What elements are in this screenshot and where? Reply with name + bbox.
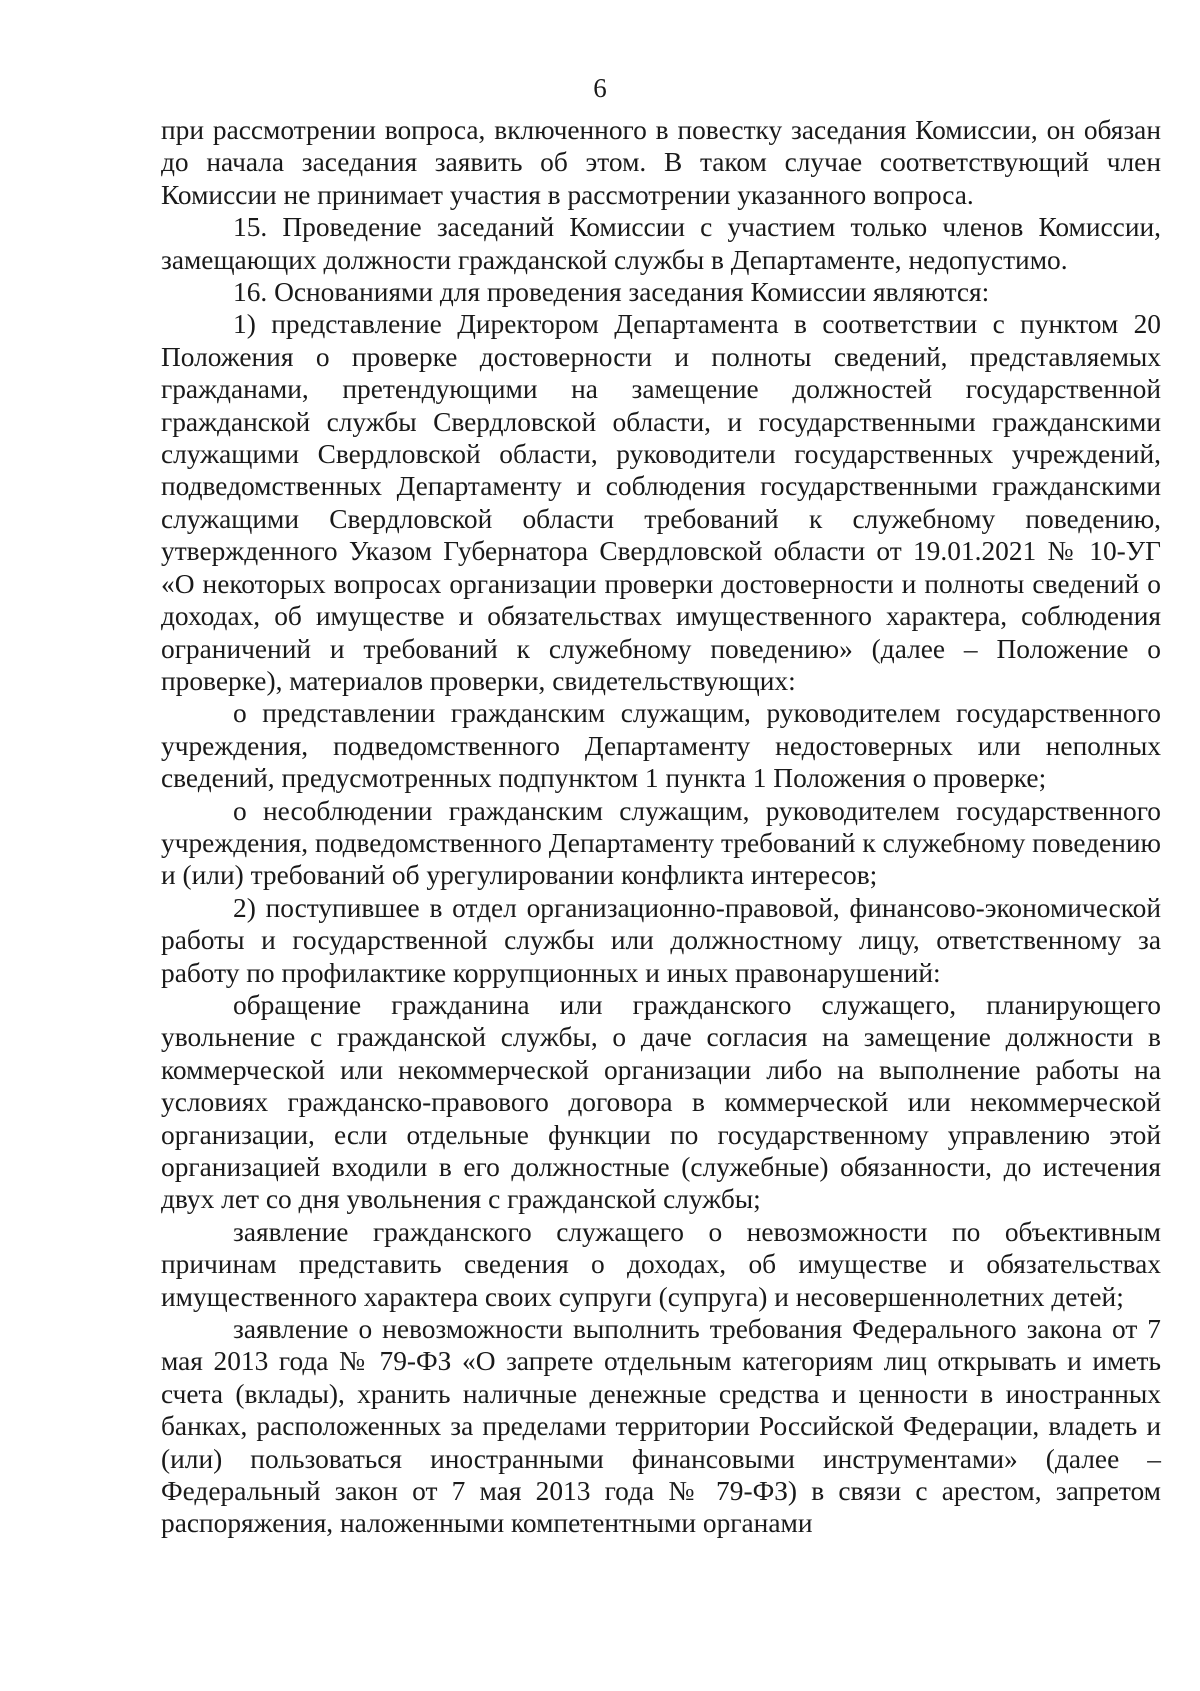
paragraph-noncompliance: о несоблюдении гражданским служащим, руководителем государственного учреждения, подведомственного Департаменту требований к служебному поведению и (или) требований об урегулировании конфликта интересов; — [161, 795, 1161, 891]
paragraph-continuation: при рассмотрении вопроса, включенного в повестку заседания Комиссии, он обязан до начала заседания заявить об этом. В таком случае соответствующий член Комиссии не принимает участия в рассмотрении указанного вопроса. — [161, 115, 1161, 210]
paragraph-false-information: о представлении гражданским служащим, руководителем государственного учреждения, подведомственного Департаменту недостоверных или неполных сведений, предусмотренных подпунктом 1 пункта 1 Положения о проверке; — [161, 698, 1161, 794]
paragraph-appeal: обращение гражданина или гражданского служащего, планирующего увольнение с гражданской службы, о даче согласия на замещение должности в коммерческой или некоммерческой организации либо на выполнение работы на условиях гражданско-правового договора в коммерческой или некоммерческой организации, если отдельные функции по государственному управлению этой организацией входили в его должностные (служебные) обязанности, до истечения двух лет со дня увольнения с гражданской службы; — [161, 989, 1161, 1215]
paragraph-item-16: 16. Основаниями для проведения заседания Комиссии являются: — [233, 277, 990, 308]
page-number: 6 — [593, 73, 607, 103]
paragraph-subitem-1: 1) представление Директором Департамента в соответствии с пунктом 20 Положения о проверке достоверности и полноты сведений, представляемых гражданами, претендующими на замещение должностей государственной гражданской службы Свердловской области, и государственными гражданскими служащими Свердловской области, руководители государственных учреждений, подведомственных Департаменту и соблюдения государственными гражданскими служащими Свердловской области требований к служебному поведению, утвержденного Указом Губернатора Свердловской области от 19.01.2021 № 10-УГ «О некоторых вопросах организации проверки достоверности и полноты сведений о доходах, об имуществе и обязательствах имущественного характера, соблюдения ограничений и требований к служебному поведению» (далее – Положение о проверке), материалов проверки, свидетельствующих: — [161, 309, 1161, 696]
paragraph-item-15: 15. Проведение заседаний Комиссии с участием только членов Комиссии, замещающих должности гражданской службы в Департаменте, недопустимо. — [161, 212, 1161, 275]
document-body — [161, 114, 1161, 1540]
paragraph-statement-federal-law: заявление о невозможности выполнить требования Федерального закона от 7 мая 2013 года № 79-ФЗ «О запрете отдельным категориям лиц открывать и иметь счета (вклады), хранить наличные денежные средства и ценности в иностранных банках, расположенных за пределами территории Российской Федерации, владеть и (или) пользоваться иностранными финансовыми инструментами» (далее – Федеральный закон от 7 мая 2013 года № 79-ФЗ) в связи с арестом, запретом распоряжения, наложенными компетентными органами — [161, 1314, 1161, 1539]
paragraph-statement-income: заявление гражданского служащего о невозможности по объективным причинам представить сведения о доходах, об имуществе и обязательствах имущественного характера своих супруги (супруга) и несовершеннолетних детей; — [161, 1216, 1161, 1312]
paragraph-subitem-2: 2) поступившее в отдел организационно-правовой, финансово-экономической работы и государственной службы или должностному лицу, ответственному за работу по профилактике коррупционных и иных правонарушений: — [161, 892, 1161, 988]
